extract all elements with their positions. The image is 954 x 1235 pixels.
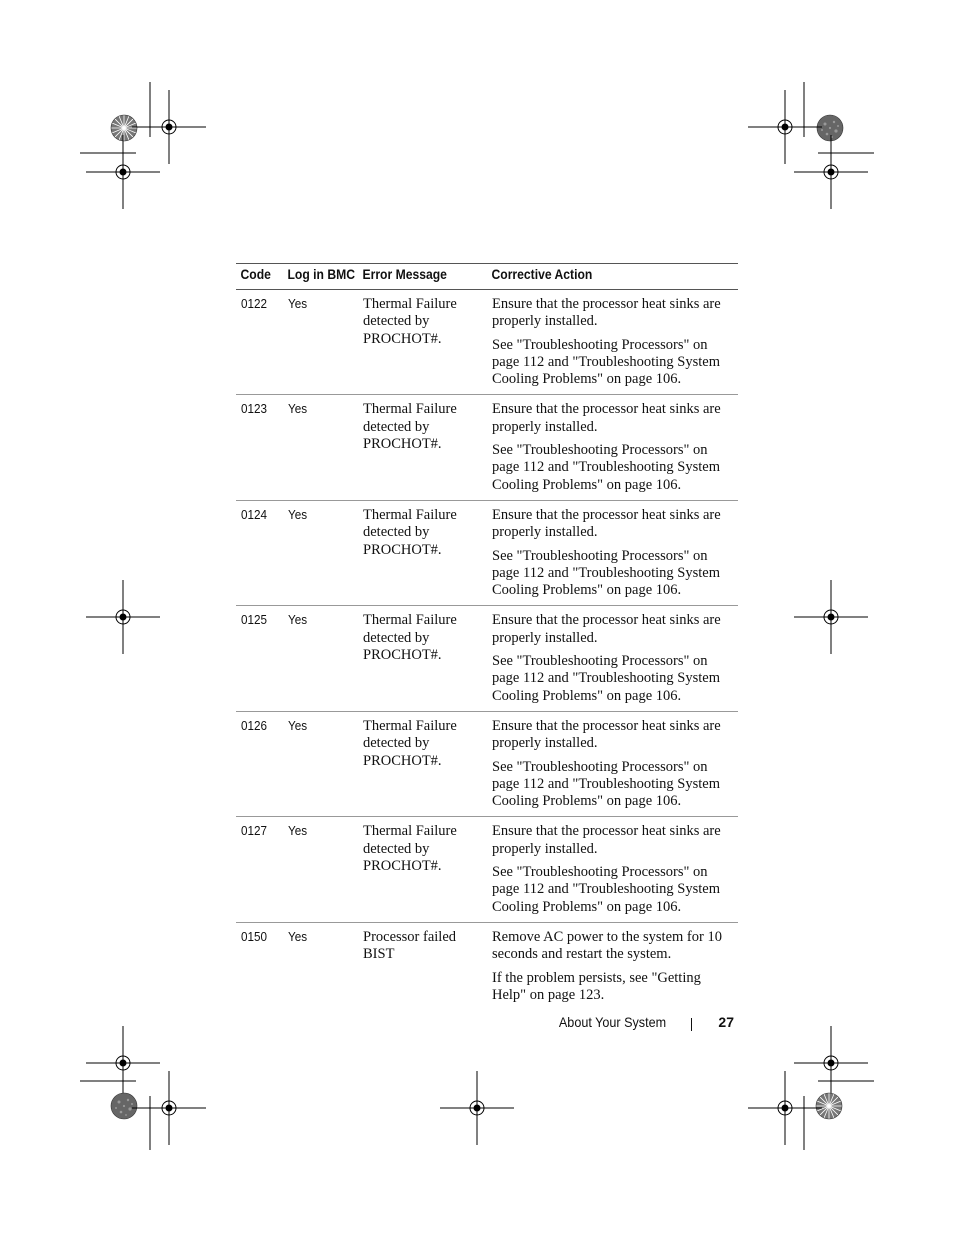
cell-corrective-action: [487, 290, 738, 395]
corrective-action-paragraph: Remove AC power to the system for 10 seconds and restart the system.: [492, 928, 722, 963]
cell-corrective-action: [487, 711, 738, 816]
cell-log-in-bmc: [283, 606, 358, 711]
cell-corrective-action: [487, 606, 738, 711]
cell-corrective-action: [487, 500, 738, 605]
log-value: Yes: [288, 823, 308, 839]
cell-log-in-bmc: [283, 817, 358, 922]
cell-corrective-action: [487, 922, 738, 1010]
corrective-action-paragraph: See "Troubleshooting Processors" on page 112 and "Troubleshooting System Cooling Problems" on page 106.: [492, 864, 720, 915]
error-message-line: Processor failed: [363, 928, 457, 945]
error-message-line: detected by: [363, 629, 430, 646]
error-message-line: detected by: [363, 313, 430, 330]
error-message-line: BIST: [363, 946, 395, 963]
error-message-line: PROCHOT#.: [363, 330, 442, 347]
code-value: 0150: [241, 928, 268, 944]
code-value: 0126: [241, 717, 268, 733]
log-value: Yes: [288, 928, 308, 944]
error-message-line: Thermal Failure: [363, 296, 457, 312]
cell-log-in-bmc: [283, 500, 358, 605]
error-message-line: Thermal Failure: [363, 506, 457, 523]
code-value: 0122: [241, 296, 268, 311]
corrective-action-paragraph: Ensure that the processor heat sinks are properly installed.: [492, 717, 721, 752]
table-row: [236, 395, 738, 500]
cell-code: [236, 395, 283, 500]
error-message-line: detected by: [363, 840, 430, 857]
cell-error-message: [358, 817, 487, 922]
table-body: [236, 290, 738, 1011]
cell-error-message: [358, 922, 487, 1010]
error-message-line: Thermal Failure: [363, 717, 457, 734]
header-log-in-bmc: Log in BMC: [283, 264, 351, 290]
cell-log-in-bmc: [283, 290, 358, 395]
corrective-action-paragraph: See "Troubleshooting Processors" on page 112 and "Troubleshooting System Cooling Problems" on page 106.: [492, 336, 720, 388]
cell-corrective-action: [487, 395, 738, 500]
cell-code: [236, 606, 283, 711]
corrective-action-paragraph: Ensure that the processor heat sinks are properly installed.: [492, 823, 721, 857]
error-message-line: detected by: [363, 735, 430, 752]
corrective-action-paragraph: See "Troubleshooting Processors" on page 112 and "Troubleshooting System Cooling Problems" on page 106.: [492, 547, 720, 599]
cell-error-message: [358, 606, 487, 711]
cell-code: [236, 500, 283, 605]
code-value: 0125: [241, 612, 268, 628]
error-message-line: PROCHOT#.: [363, 647, 442, 664]
footer-separator: [691, 1018, 692, 1031]
cell-error-message: [358, 500, 487, 605]
table-row: [236, 500, 738, 605]
code-value: 0123: [241, 401, 268, 417]
cell-corrective-action: [487, 817, 738, 922]
cell-log-in-bmc: [283, 711, 358, 816]
log-value: Yes: [288, 612, 308, 628]
table-row: [236, 606, 738, 711]
corrective-action-paragraph: See "Troubleshooting Processors" on page 112 and "Troubleshooting System Cooling Problems" on page 106.: [492, 653, 720, 704]
error-message-line: PROCHOT#.: [363, 541, 442, 558]
footer-section-title: About Your System: [558, 1014, 666, 1030]
log-value: Yes: [288, 401, 308, 417]
cell-error-message: [358, 395, 487, 500]
error-message-line: Thermal Failure: [363, 823, 457, 840]
code-value: 0124: [241, 506, 268, 522]
corrective-action-paragraph: See "Troubleshooting Processors" on page 112 and "Troubleshooting System Cooling Problems" on page 106.: [492, 758, 720, 810]
error-message-line: PROCHOT#.: [363, 858, 442, 875]
cell-error-message: [358, 290, 487, 395]
table-row: [236, 711, 738, 816]
corrective-action-paragraph: Ensure that the processor heat sinks are properly installed.: [492, 506, 721, 541]
error-message-line: detected by: [363, 418, 430, 435]
corrective-action-paragraph: Ensure that the processor heat sinks are properly installed.: [492, 401, 721, 435]
corrective-action-paragraph: If the problem persists, see "Getting Help" on page 123.: [492, 969, 701, 1003]
page-number: 27: [718, 1014, 734, 1030]
table-row: [236, 290, 738, 395]
cell-log-in-bmc: [283, 922, 358, 1010]
log-value: Yes: [288, 506, 308, 522]
cell-log-in-bmc: [283, 395, 358, 500]
error-message-line: detected by: [363, 524, 430, 541]
cell-code: [236, 922, 283, 1010]
header-corrective-action: Corrective Action: [487, 264, 713, 290]
error-message-line: Thermal Failure: [363, 612, 457, 629]
table-header-row: [236, 264, 738, 290]
cell-code: [236, 711, 283, 816]
corrective-action-paragraph: Ensure that the processor heat sinks are properly installed.: [492, 296, 721, 330]
error-message-line: PROCHOT#.: [363, 752, 442, 769]
corrective-action-paragraph: Ensure that the processor heat sinks are properly installed.: [492, 612, 721, 646]
cell-code: [236, 817, 283, 922]
error-code-table: [236, 263, 738, 1010]
corrective-action-paragraph: See "Troubleshooting Processors" on page 112 and "Troubleshooting System Cooling Problems" on page 106.: [492, 442, 720, 493]
log-value: Yes: [288, 296, 308, 311]
cell-code: [236, 290, 283, 395]
error-message-line: Thermal Failure: [363, 401, 457, 418]
header-code: Code: [236, 264, 278, 290]
log-value: Yes: [288, 717, 308, 733]
code-value: 0127: [241, 823, 268, 839]
table-row: [236, 922, 738, 1010]
cell-error-message: [358, 711, 487, 816]
table-row: [236, 817, 738, 922]
header-error-message: Error Message: [358, 264, 474, 290]
error-message-line: PROCHOT#.: [363, 436, 442, 453]
